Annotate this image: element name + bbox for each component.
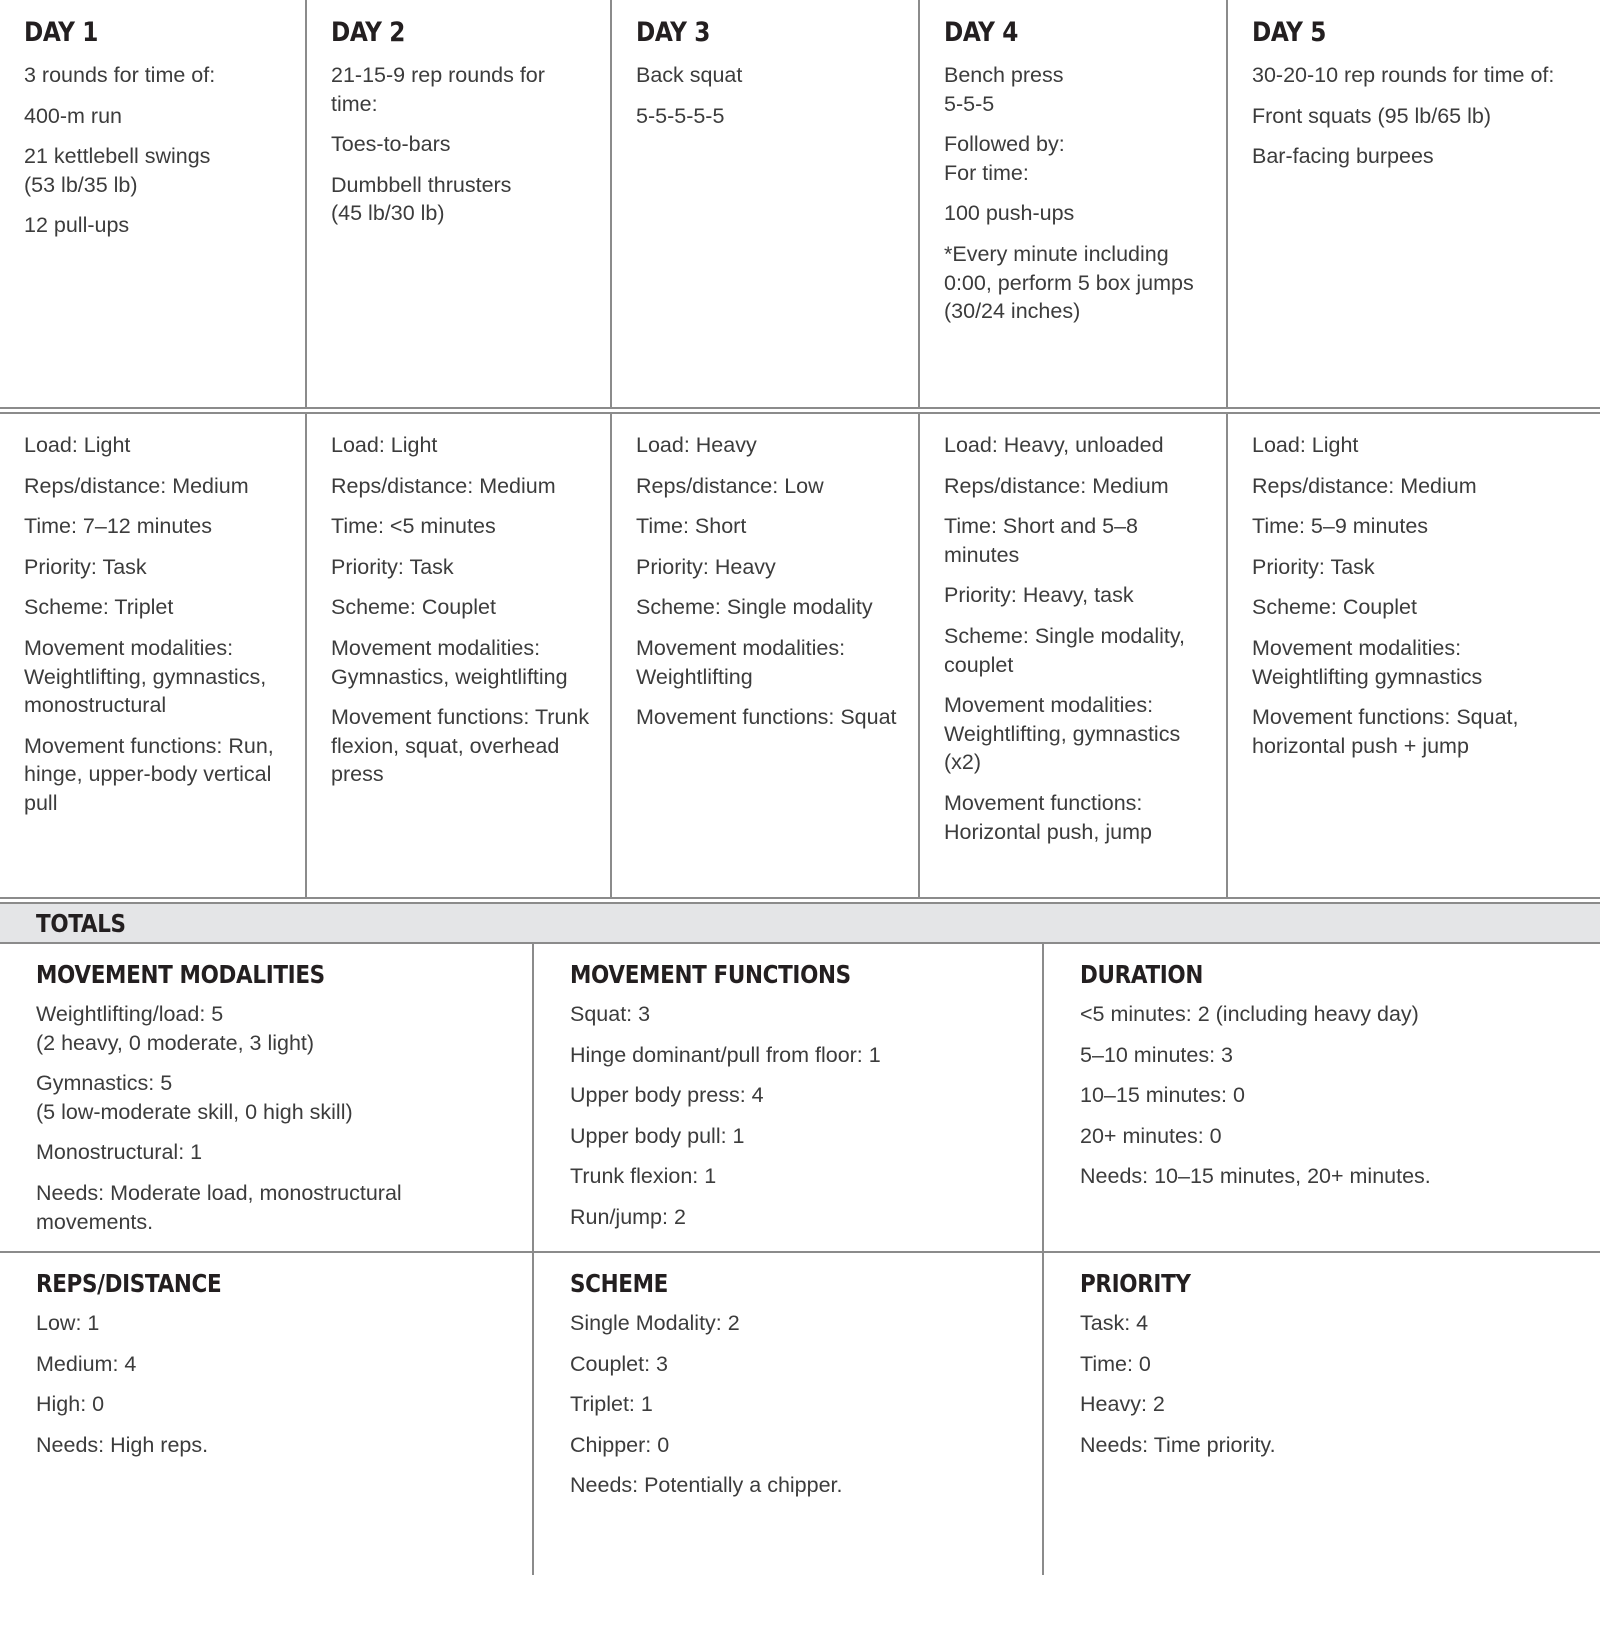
text-line: Back squat <box>636 63 743 87</box>
totals-priority-cell <box>1044 1253 1600 1575</box>
text-line: Chipper: 0 <box>570 1432 670 1457</box>
text-line: Time: Short and 5–8 minutes <box>944 514 1139 567</box>
day-1-attribute-lines <box>24 431 285 818</box>
movement-modalities-lines <box>36 1000 510 1236</box>
text-line: Medium: 4 <box>36 1351 137 1376</box>
text-line: Reps/distance: Medium <box>1252 473 1477 498</box>
text-line: Needs: Time priority. <box>1080 1432 1276 1457</box>
text-line: Bench press 5-5-5 <box>944 63 1064 116</box>
text-line: Movement modalities: Weightlifting <box>636 635 846 689</box>
text-line: 30-20-10 rep rounds for time of: <box>1252 63 1555 87</box>
reps-distance-lines <box>36 1309 510 1459</box>
day-5-workout-lines <box>1252 61 1580 171</box>
text-line: Heavy: 2 <box>1080 1392 1165 1417</box>
day-1-workout-lines <box>24 61 285 240</box>
text-line: Run/jump: 2 <box>570 1204 686 1229</box>
text-line: Priority: Heavy <box>636 554 776 579</box>
text-line: Scheme: Couplet <box>1252 595 1417 620</box>
text-line: Movement functions: Squat <box>636 705 897 730</box>
text-line: Toes-to-bars <box>331 132 451 157</box>
text-line: 21 kettlebell swings (53 lb/35 lb) <box>24 144 211 197</box>
day-attributes-row <box>0 412 1600 899</box>
text-line: Front squats (95 lb/65 lb) <box>1252 103 1492 128</box>
text-line: Dumbbell thrusters (45 lb/30 lb) <box>331 172 512 226</box>
text-line: Time: 5–9 minutes <box>1252 514 1429 539</box>
totals-row-1 <box>0 944 1600 1251</box>
text-line: Time: 0 <box>1080 1351 1151 1376</box>
text-line: Movement functions: Horizontal push, jump <box>944 790 1152 844</box>
day-4-title: DAY 4 <box>944 17 1018 48</box>
text-line: Upper body pull: 1 <box>570 1123 745 1148</box>
movement-functions-heading: MOVEMENT FUNCTIONS <box>570 960 851 989</box>
text-line: Priority: Task <box>331 554 454 579</box>
text-line: High: 0 <box>36 1392 105 1417</box>
text-line: 12 pull-ups <box>24 213 130 238</box>
text-line: Load: Light <box>24 433 131 457</box>
text-line: Needs: High reps. <box>36 1432 209 1457</box>
day-4-attribute-lines <box>944 431 1206 846</box>
text-line: Scheme: Single modality, couplet <box>944 623 1185 677</box>
text-line: Movement modalities: Gymnastics, weightlifting <box>331 635 568 689</box>
text-line: Monostructural: 1 <box>36 1140 203 1165</box>
text-line: Priority: Task <box>1252 554 1375 579</box>
text-line: Low: 1 <box>36 1311 100 1335</box>
totals-row-2 <box>0 1251 1600 1575</box>
day-workouts-row <box>0 0 1600 409</box>
text-line: Priority: Task <box>24 554 147 579</box>
day-1-workout-cell <box>0 0 307 407</box>
text-line: Gymnastics: 5 (5 low-moderate skill, 0 high skill) <box>36 1071 353 1124</box>
text-line: Reps/distance: Medium <box>944 473 1169 498</box>
day-4-workout-lines <box>944 61 1206 326</box>
scheme-heading: SCHEME <box>570 1269 668 1298</box>
day-3-title: DAY 3 <box>636 17 710 48</box>
movement-functions-lines <box>570 1000 1020 1232</box>
text-line: Scheme: Triplet <box>24 595 174 620</box>
totals-movement-modalities-cell <box>0 944 534 1251</box>
day-2-workout-lines <box>331 61 590 228</box>
text-line: Reps/distance: Medium <box>331 473 556 498</box>
day-3-workout-lines <box>636 61 898 130</box>
day-5-workout-cell <box>1228 0 1600 407</box>
text-line: Movement functions: Run, hinge, upper-body vertical pull <box>24 733 274 815</box>
text-line: Needs: Potentially a chipper. <box>570 1473 843 1498</box>
text-line: Time: <5 minutes <box>331 514 496 539</box>
day-2-attributes-cell <box>307 414 612 897</box>
text-line: Task: 4 <box>1080 1311 1149 1335</box>
reps-distance-heading: REPS/DISTANCE <box>36 1269 222 1298</box>
text-line: Weightlifting/load: 5 (2 heavy, 0 moderate, 3 light) <box>36 1002 315 1055</box>
day-3-workout-cell <box>612 0 920 407</box>
text-line: Movement modalities: Weightlifting, gymnastics (x2) <box>944 693 1181 775</box>
day-2-attribute-lines <box>331 431 590 789</box>
text-line: Time: 7–12 minutes <box>24 514 213 539</box>
text-line: 100 push-ups <box>944 201 1075 226</box>
day-5-title: DAY 5 <box>1252 17 1326 48</box>
text-line: 5–10 minutes: 3 <box>1080 1042 1233 1067</box>
text-line: Load: Light <box>331 433 438 457</box>
day-5-attributes-cell <box>1228 414 1600 897</box>
text-line: Upper body press: 4 <box>570 1083 764 1108</box>
text-line: Movement functions: Squat, horizontal push + jump <box>1252 705 1519 758</box>
totals-section-header <box>0 902 1600 944</box>
day-4-workout-cell <box>920 0 1228 407</box>
text-line: Load: Heavy <box>636 433 757 457</box>
text-line: Hinge dominant/pull from floor: 1 <box>570 1042 881 1067</box>
text-line: *Every minute including 0:00, perform 5 box jumps (30/24 inches) <box>944 241 1194 324</box>
day-1-attributes-cell <box>0 414 307 897</box>
text-line: Scheme: Couplet <box>331 595 496 620</box>
text-line: Load: Heavy, unloaded <box>944 433 1164 457</box>
text-line: Bar-facing burpees <box>1252 144 1434 169</box>
text-line: 10–15 minutes: 0 <box>1080 1083 1245 1108</box>
day-5-attribute-lines <box>1252 431 1580 760</box>
text-line: Movement modalities: Weightlifting, gymnastics, monostructural <box>24 635 267 718</box>
totals-duration-cell <box>1044 944 1600 1251</box>
totals-movement-functions-cell <box>534 944 1044 1251</box>
totals-label: TOTALS <box>36 908 126 938</box>
day-4-attributes-cell <box>920 414 1228 897</box>
text-line: Movement functions: Trunk flexion, squat, overhead press <box>331 705 590 787</box>
text-line: Followed by: For time: <box>944 132 1065 185</box>
text-line: Needs: 10–15 minutes, 20+ minutes. <box>1080 1164 1431 1189</box>
text-line: Priority: Heavy, task <box>944 583 1134 608</box>
day-2-workout-cell <box>307 0 612 407</box>
day-3-attributes-cell <box>612 414 920 897</box>
day-1-title: DAY 1 <box>24 17 98 48</box>
totals-scheme-cell <box>534 1253 1044 1575</box>
day-3-attribute-lines <box>636 431 898 732</box>
day-2-title: DAY 2 <box>331 17 405 48</box>
duration-lines <box>1080 1000 1578 1191</box>
text-line: Squat: 3 <box>570 1002 651 1026</box>
priority-heading: PRIORITY <box>1080 1269 1191 1298</box>
text-line: Movement modalities: Weightlifting gymnastics <box>1252 635 1483 689</box>
text-line: Scheme: Single modality <box>636 595 873 620</box>
totals-reps-distance-cell <box>0 1253 534 1575</box>
text-line: Reps/distance: Medium <box>24 473 249 498</box>
text-line: 400-m run <box>24 103 122 128</box>
scheme-lines <box>570 1309 1020 1500</box>
text-line: Time: Short <box>636 514 747 539</box>
text-line: 3 rounds for time of: <box>24 63 216 87</box>
text-line: 5-5-5-5-5 <box>636 103 725 128</box>
priority-lines <box>1080 1309 1578 1459</box>
text-line: Triplet: 1 <box>570 1392 653 1417</box>
text-line: <5 minutes: 2 (including heavy day) <box>1080 1002 1419 1026</box>
text-line: Trunk flexion: 1 <box>570 1164 717 1189</box>
text-line: 20+ minutes: 0 <box>1080 1123 1222 1148</box>
duration-heading: DURATION <box>1080 960 1204 989</box>
text-line: Couplet: 3 <box>570 1351 669 1376</box>
text-line: Needs: Moderate load, monostructural movements. <box>36 1180 402 1234</box>
movement-modalities-heading: MOVEMENT MODALITIES <box>36 960 325 989</box>
text-line: Reps/distance: Low <box>636 473 824 498</box>
text-line: 21-15-9 rep rounds for time: <box>331 63 545 116</box>
text-line: Load: Light <box>1252 433 1359 457</box>
text-line: Single Modality: 2 <box>570 1311 740 1335</box>
